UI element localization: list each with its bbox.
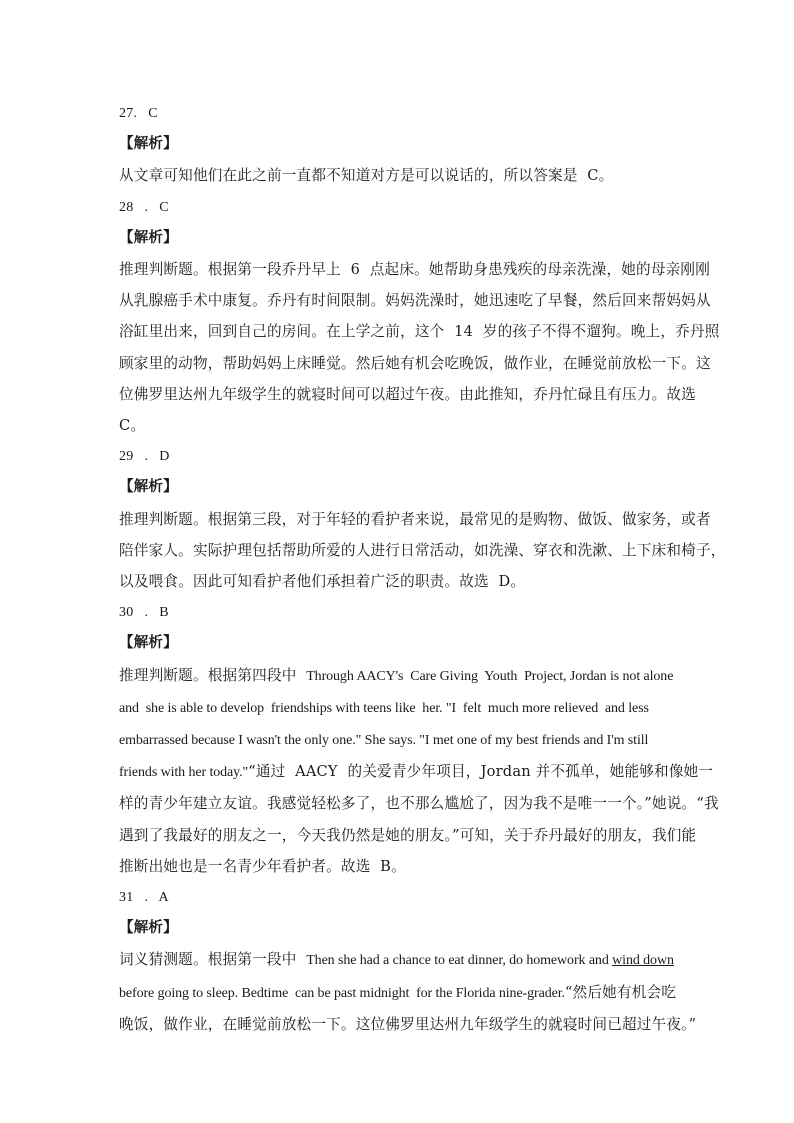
explanation-line xyxy=(119,977,679,1009)
explanation-line xyxy=(119,692,679,724)
explanation-text: 词义猜测题。根据第一段中 xyxy=(119,951,307,969)
explanation-text: 从乳腺癌手术中康复。乔丹有时间限制。妈妈洗澡时，她迅速吃了早餐，然后回来帮妈妈从 xyxy=(119,292,711,310)
explanation-line xyxy=(119,660,679,692)
english-quote-text: Through AACY's Care Giving Youth Project, Jordan is not alone xyxy=(306,668,674,684)
explanation-text: 样的青少年建立友谊。我感觉轻松多了，也不那么尴尬了，因为我不是唯一一个。”她说。“我 xyxy=(119,795,719,813)
question-number-answer: 27. C xyxy=(119,106,158,121)
english-quote-text: wind down xyxy=(612,953,674,969)
explanation-text: 从文章可知他们在此之前一直都不知道对方是可以说话的，所以答案是 C。 xyxy=(119,167,614,185)
analysis-heading: 【解析】 xyxy=(119,136,178,153)
answer-block xyxy=(119,441,726,597)
explanation-line xyxy=(119,254,711,285)
english-quote-text: embarrassed because I wasn't the only one." She says. "I met one of my best friends and I'm still xyxy=(119,733,649,749)
explanation-text: 陪伴家人。实际护理包括帮助所爱的人进行日常活动，如洗澡、穿衣和洗漱、上下床和椅子， xyxy=(119,541,726,559)
answer-block xyxy=(119,98,679,192)
answer-block xyxy=(119,882,697,1040)
explanation-text: 推理判断题。根据第四段中 xyxy=(119,666,307,684)
analysis-heading: 【解析】 xyxy=(119,479,178,496)
explanation-line xyxy=(119,1009,697,1040)
explanation-text: 位佛罗里达州九年级学生的就寝时间可以超过午夜。由此推知，乔丹忙碌且有压力。故选 xyxy=(119,385,696,403)
english-quote-text: and she is able to develop friendships with teens like her. "I felt much more relieved and less xyxy=(119,700,649,716)
explanation-text: 推理判断题。根据第一段乔丹早上 6 点起床。她帮助身患残疾的母亲洗澡，她的母亲刚刚 xyxy=(119,261,711,279)
explanation-text: C。 xyxy=(119,417,146,435)
analysis-heading: 【解析】 xyxy=(119,635,178,652)
explanation-text: 推理判断题。根据第三段，对于年轻的看护者来说，最常见的是购物、做饭、做家务，或者 xyxy=(119,510,711,528)
explanation-text: 浴缸里出来，回到自己的房间。在上学之前，这个 14 岁的孩子不得不遛狗。晚上，乔丹照 xyxy=(119,323,720,341)
explanation-text: 遇到了我最好的朋友之一，今天我仍然是她的朋友。”可知，关于乔丹最好的朋友，我们能 xyxy=(119,826,697,844)
explanation-line xyxy=(119,160,679,191)
explanation-line xyxy=(119,820,697,851)
explanation-text: 顾家里的动物，帮助妈妈上床睡觉。然后她有机会吃晚饭，做作业，在睡觉前放松一下。这 xyxy=(119,354,711,372)
explanation-line xyxy=(119,285,711,316)
explanation-line xyxy=(119,379,696,410)
explanation-line xyxy=(119,410,679,441)
explanation-line xyxy=(119,504,711,535)
answer-document xyxy=(119,98,726,1040)
english-quote-text: Then she had a chance to eat dinner, do homework and xyxy=(306,953,613,969)
explanation-line xyxy=(119,566,679,597)
question-number-answer: 31 . A xyxy=(119,890,169,906)
explanation-text: 推断出她也是一名青少年看护者。故选 B。 xyxy=(119,857,406,875)
english-quote-text: before going to sleep. Bedtime can be past midnight for the Florida nine-grader. xyxy=(119,985,565,1001)
question-number-answer: 28 . C xyxy=(119,199,169,215)
explanation-text: “然后她有机会吃 xyxy=(564,983,677,1001)
explanation-line xyxy=(119,944,679,976)
question-number-answer: 29 . D xyxy=(119,449,170,465)
analysis-heading: 【解析】 xyxy=(119,920,178,937)
explanation-text: “通过 AACY 的关爱青少年项目，Jordan 并不孤单，她能够和像她一 xyxy=(248,763,714,781)
explanation-line xyxy=(119,535,726,566)
explanation-line xyxy=(119,756,714,788)
question-number-answer: 30 . B xyxy=(119,605,169,621)
english-quote-text: friends with her today." xyxy=(119,765,249,781)
explanation-line xyxy=(119,348,711,379)
explanation-line xyxy=(119,851,679,882)
explanation-text: 晚饭，做作业，在睡觉前放松一下。这位佛罗里达州九年级学生的就寝时间已超过午夜。” xyxy=(119,1015,697,1033)
explanation-line xyxy=(119,316,720,347)
answer-block xyxy=(119,597,719,882)
explanation-line xyxy=(119,788,719,819)
analysis-heading: 【解析】 xyxy=(119,229,178,246)
answer-block xyxy=(119,192,720,442)
explanation-line xyxy=(119,724,679,756)
explanation-text: 以及喂食。因此可知看护者他们承担着广泛的职责。故选 D。 xyxy=(119,573,526,591)
